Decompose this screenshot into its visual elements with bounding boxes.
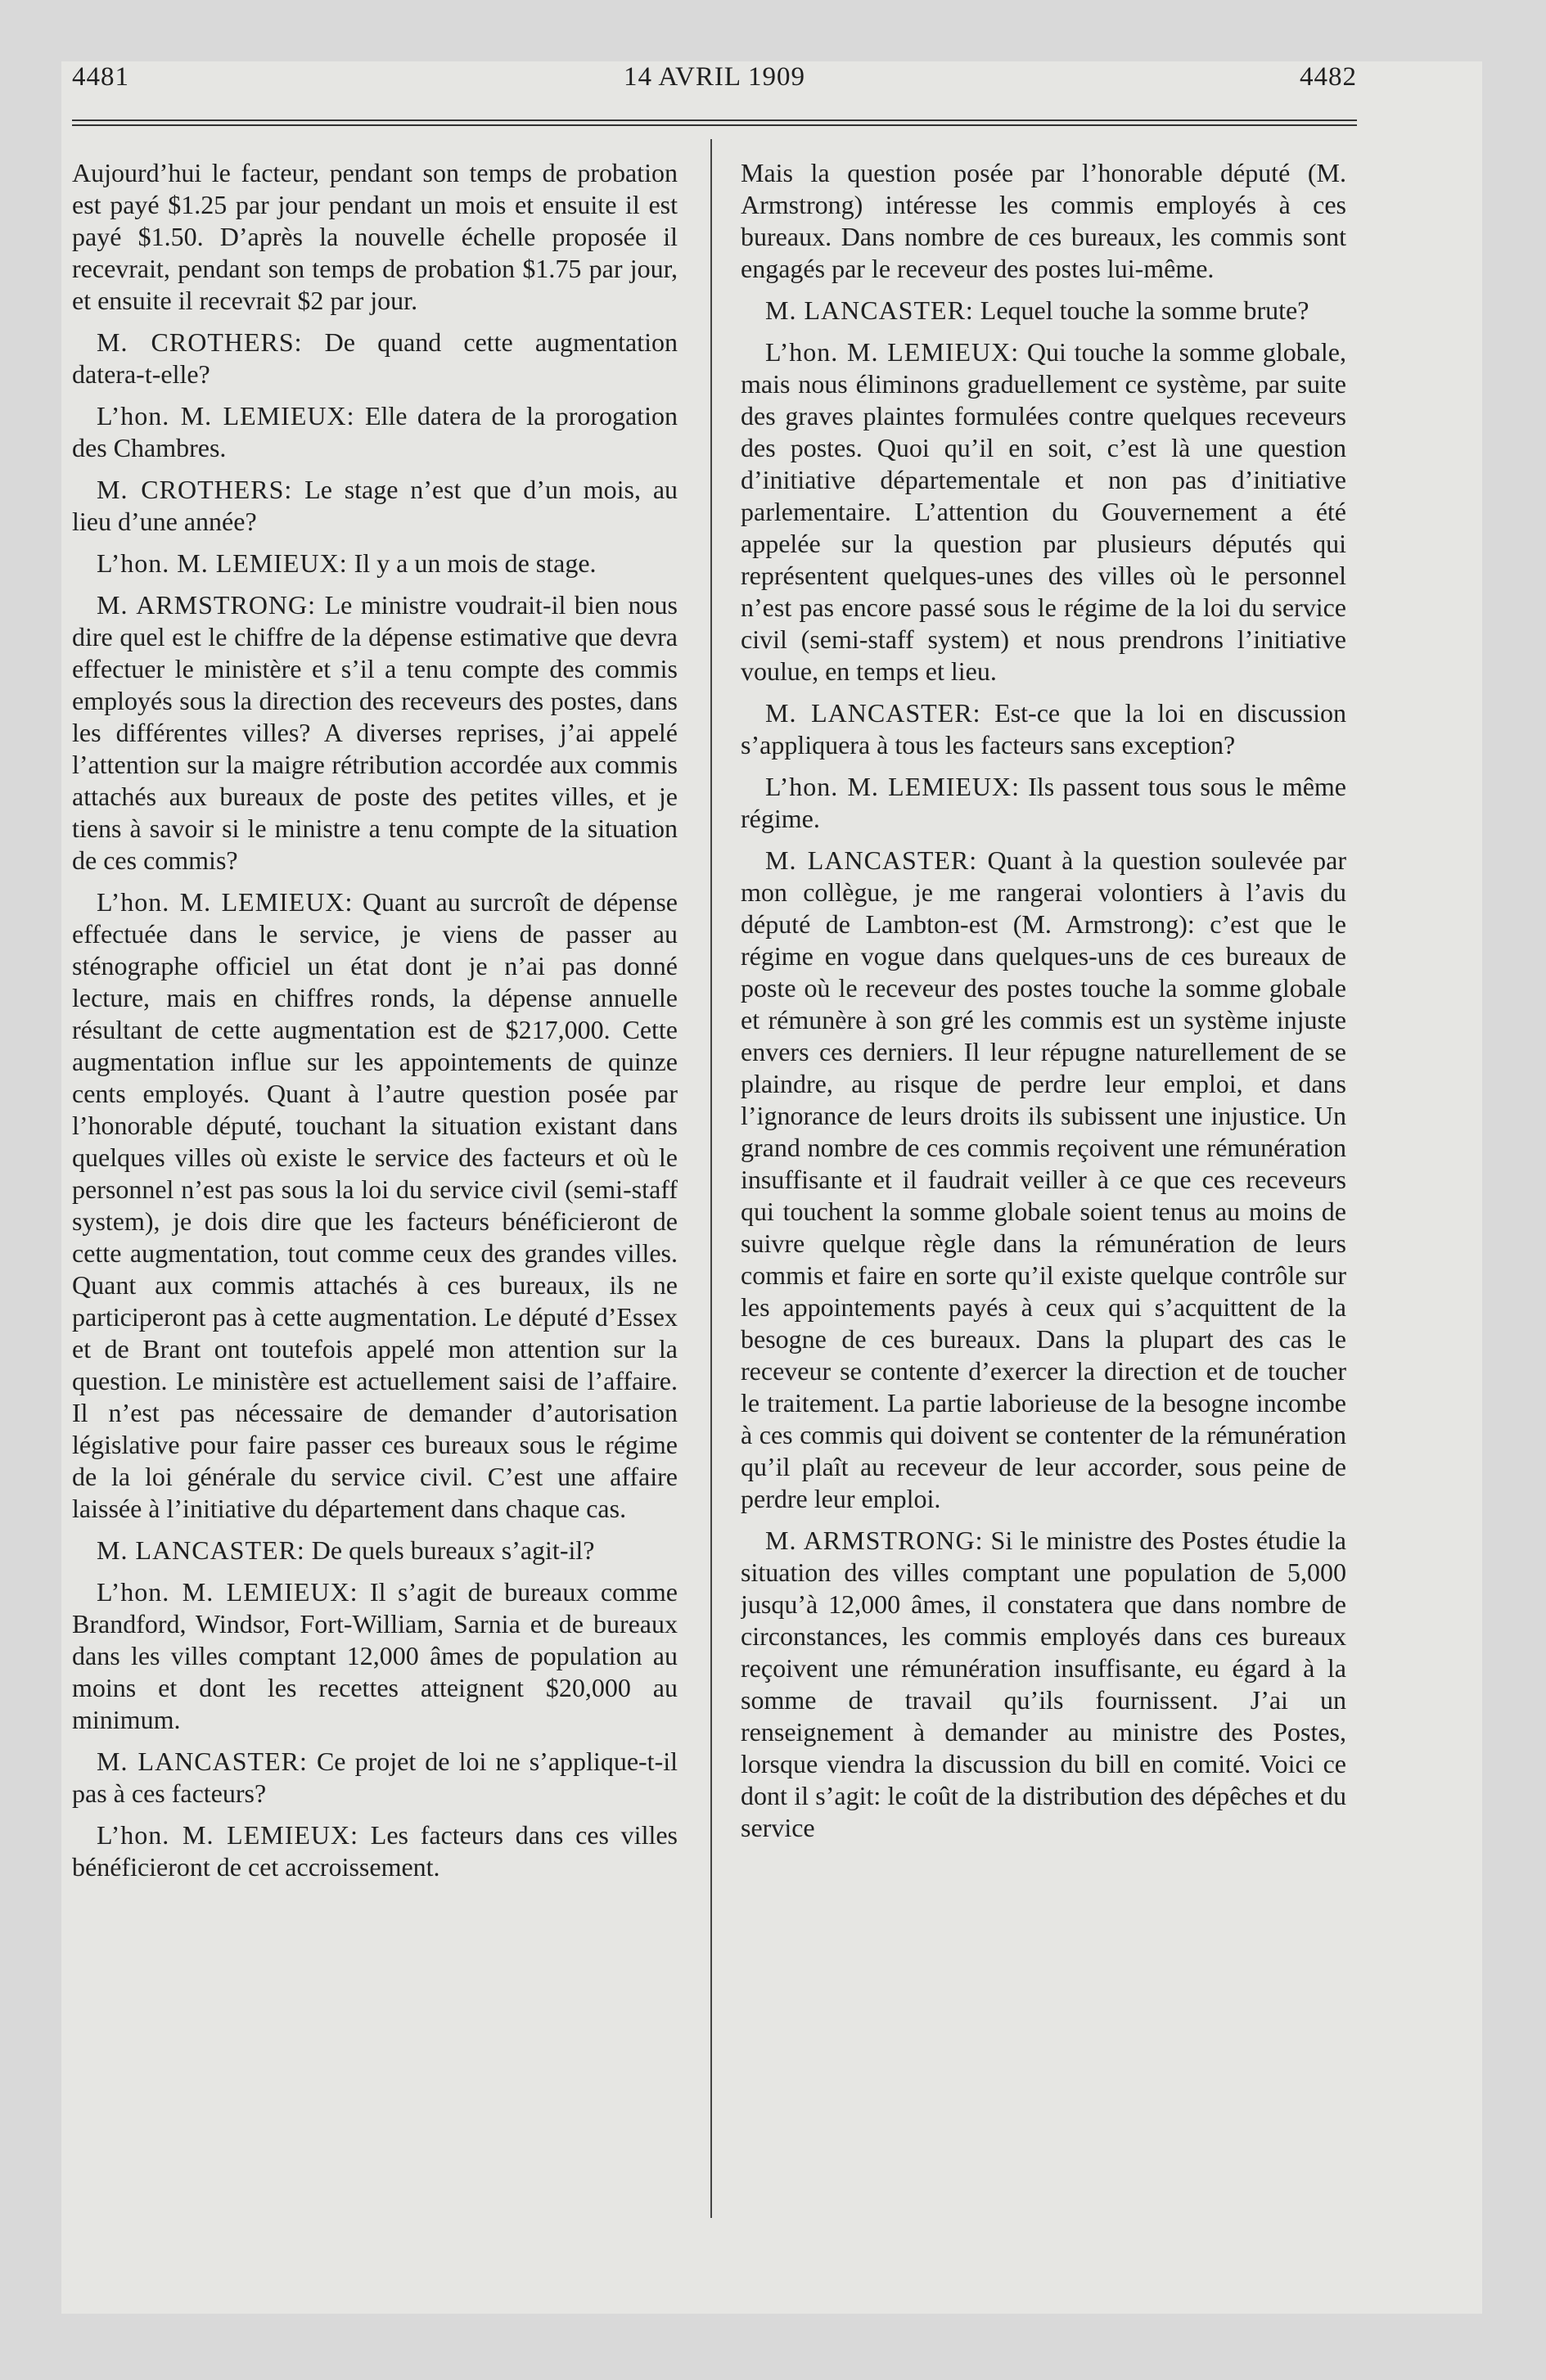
paragraph — [741, 771, 1346, 835]
speaker-name: L’hon. M. LEMIEUX: — [97, 548, 348, 578]
speaker-name: M. LANCASTER: — [97, 1747, 308, 1776]
speaker-name: M. CROTHERS: — [97, 475, 293, 504]
paragraph — [72, 886, 678, 1525]
paragraph-text: Est-ce que la loi en discussion s’appliquera à tous les facteurs sans exception? — [741, 698, 1346, 760]
paragraph-text: Elle datera de la prorogation des Chambres. — [72, 401, 678, 462]
speaker-name: L’hon. M. LEMIEUX: — [765, 337, 1020, 367]
paragraph — [72, 1819, 678, 1883]
speaker-name: L’hon. M. LEMIEUX: — [97, 1577, 358, 1607]
paragraph-text: De quels bureaux s’agit-il? — [311, 1535, 595, 1565]
page-header — [72, 62, 1357, 103]
paragraph — [72, 1535, 678, 1566]
column-divider — [710, 139, 712, 2218]
paragraph — [72, 157, 678, 317]
right-column — [741, 157, 1346, 2220]
paragraph-text: Aujourd’hui le facteur, pendant son temps de probation est payé $1.25 par jour pendant un mois et ensuite il est payé $1.50. D’après la nouvelle échelle proposée il recevrait, pendant son temps de probation $1.75 par jour, et ensuite il recevrait $2 par jour. — [72, 158, 678, 315]
paragraph — [72, 1746, 678, 1810]
paragraph-text: Ce projet de loi ne s’applique-t-il pas à ces facteurs? — [72, 1747, 678, 1808]
paragraph — [72, 327, 678, 390]
paragraph — [741, 295, 1346, 327]
paragraph-text: Quant à la question soulevée par mon collègue, je me rangerai volontiers à l’avis du député de Lambton-est (M. Armstrong): c’est que le régime en vogue dans quelques-uns de ces bureaux de poste où le receveur des postes touche la somme globale et rémunère à son gré les commis est un système injuste envers ces derniers. Il leur répugne naturellement de se plaindre, au risque de perdre leur emploi, et dans l’ignorance de leurs droits ils subissent une injustice. Un grand nombre de ces commis reçoivent une rémunération insuffisante et il faudrait veiller à ce que ces receveurs qui touchent la somme globale soient tenus au moins de suivre quelque règle dans la rémunération de leurs commis et faire en sorte qu’il existe quelque contrôle sur les appointements payés à ceux qui s’acquittent de la besogne de ces bureaux. Dans la plupart des cas le receveur se contente d’exercer la direction et de toucher le traitement. La partie laborieuse de la besogne incombe à ces commis qui doivent se contenter de la rémunération qu’il plaît au receveur de leur accorder, sous peine de perdre leur emploi. — [741, 845, 1346, 1513]
speaker-name: M. LANCASTER: — [97, 1535, 305, 1565]
paragraph — [72, 1576, 678, 1736]
paragraph-text: Qui touche la somme globale, mais nous éliminons graduellement ce système, par suite des graves plaintes formulées contre quelques receveurs des postes. Quoi qu’il en soit, c’est là une question d’initiative départementale et non pas d’initiative parlementaire. L’attention du Gouvernement a été appelée sur la question par plusieurs députés qui représentent quelques-unes des villes où le personnel n’est pas encore passé sous le régime de la loi du service civil (semi-staff system) et nous prendrons l’initiative voulue, en temps et lieu. — [741, 337, 1346, 686]
speaker-name: L’hon. M. LEMIEUX: — [97, 401, 355, 430]
speaker-name: M. LANCASTER: — [765, 698, 981, 728]
header-rule — [72, 119, 1357, 131]
paragraph — [72, 474, 678, 538]
paragraph — [741, 336, 1346, 687]
left-column — [72, 157, 678, 2220]
paragraph-text: Il s’agit de bureaux comme Brandford, Windsor, Fort-William, Sarnia et de bureaux dans les villes comptant 12,000 âmes de population au moins et dont les recettes atteignent $20,000 au minimum. — [72, 1577, 678, 1734]
paragraph-text: Les facteurs dans ces villes bénéficieront de cet accroissement. — [72, 1820, 678, 1882]
speaker-name: L’hon. M. LEMIEUX: — [97, 1820, 359, 1850]
paragraph — [741, 1525, 1346, 1844]
paragraph-text: Mais la question posée par l’honorable député (M. Armstrong) intéresse les commis employés à ces bureaux. Dans nombre de ces bureaux, les commis sont engagés par le receveur des postes lui-même. — [741, 158, 1346, 283]
paragraph — [741, 697, 1346, 761]
speaker-name: M. ARMSTRONG: — [765, 1526, 984, 1555]
speaker-name: M. ARMSTRONG: — [97, 590, 317, 620]
paragraph — [72, 589, 678, 877]
paragraph — [741, 845, 1346, 1515]
page-number-right: 4482 — [1300, 62, 1357, 92]
speaker-name: L’hon. M. LEMIEUX: — [765, 772, 1020, 801]
paragraph-text: De quand cette augmentation datera-t-elle? — [72, 327, 678, 389]
paragraph-text: Lequel touche la somme brute? — [980, 295, 1309, 325]
paragraph-text: Le ministre voudrait-il bien nous dire quel est le chiffre de la dépense estimative que devra effectuer le ministère et s’il a tenu compte des commis employés sous la direction des receveurs des postes, dans les différentes villes? A diverses reprises, j’ai appelé l’attention sur la maigre rétribution accordée aux commis attachés aux bureaux de poste des petites villes, et je tiens à savoir si le ministre a tenu compte de la situation de ces commis? — [72, 590, 678, 875]
paragraph-text: Le stage n’est que d’un mois, au lieu d’une année? — [72, 475, 678, 536]
paragraph-text: Ils passent tous sous le même régime. — [741, 772, 1346, 833]
speaker-name: L’hon. M. LEMIEUX: — [97, 887, 354, 917]
paragraph — [741, 157, 1346, 285]
paragraph-text: Quant au surcroît de dépense effectuée dans le service, je viens de passer au sténographe officiel un état dont je n’ai pas donné lecture, mais en chiffres ronds, la dépense annuelle résultant de cette augmentation est de $217,000. Cette augmentation influe sur les appointements de quinze cents employés. Quant à l’autre question posée par l’honorable député, touchant la situation existant dans quelques villes où existe le service des facteurs et où le personnel n’est pas sous la loi du service civil (semi-staff system), je dois dire que les facteurs bénéficieront de cette augmentation, tout comme ceux des grandes villes. Quant aux commis attachés à ces bureaux, ils ne participeront pas à cette augmentation. Le député d’Essex et de Brant ont toutefois appelé mon attention sur la question. Le ministère est actuellement saisi de l’affaire. Il n’est pas nécessaire de demander d’autorisation législative pour faire passer ces bureaux sous le régime de la loi générale du service civil. C’est une affaire laissée à l’initiative du département dans chaque cas. — [72, 887, 678, 1523]
paragraph — [72, 548, 678, 579]
paragraph — [72, 400, 678, 464]
paragraph-text: Il y a un mois de stage. — [354, 548, 597, 578]
speaker-name: M. LANCASTER: — [765, 845, 978, 875]
speaker-name: M. CROTHERS: — [97, 327, 303, 357]
page-date: 14 AVRIL 1909 — [623, 62, 806, 92]
paragraph-text: Si le ministre des Postes étudie la situation des villes comptant une population de 5,000 jusqu’à 12,000 âmes, il constatera que dans nombre de circonstances, les commis employés dans ces bureaux reçoivent une rémunération insuffisante, eu égard à la somme de travail qu’ils fournissent. J’ai un renseignement à demander au ministre des Postes, lorsque viendra la discussion du bill en comité. Voici ce dont il s’agit: le coût de la distribution des dépêches et du service — [741, 1526, 1346, 1842]
page-number-left: 4481 — [72, 62, 129, 92]
speaker-name: M. LANCASTER: — [765, 295, 974, 325]
